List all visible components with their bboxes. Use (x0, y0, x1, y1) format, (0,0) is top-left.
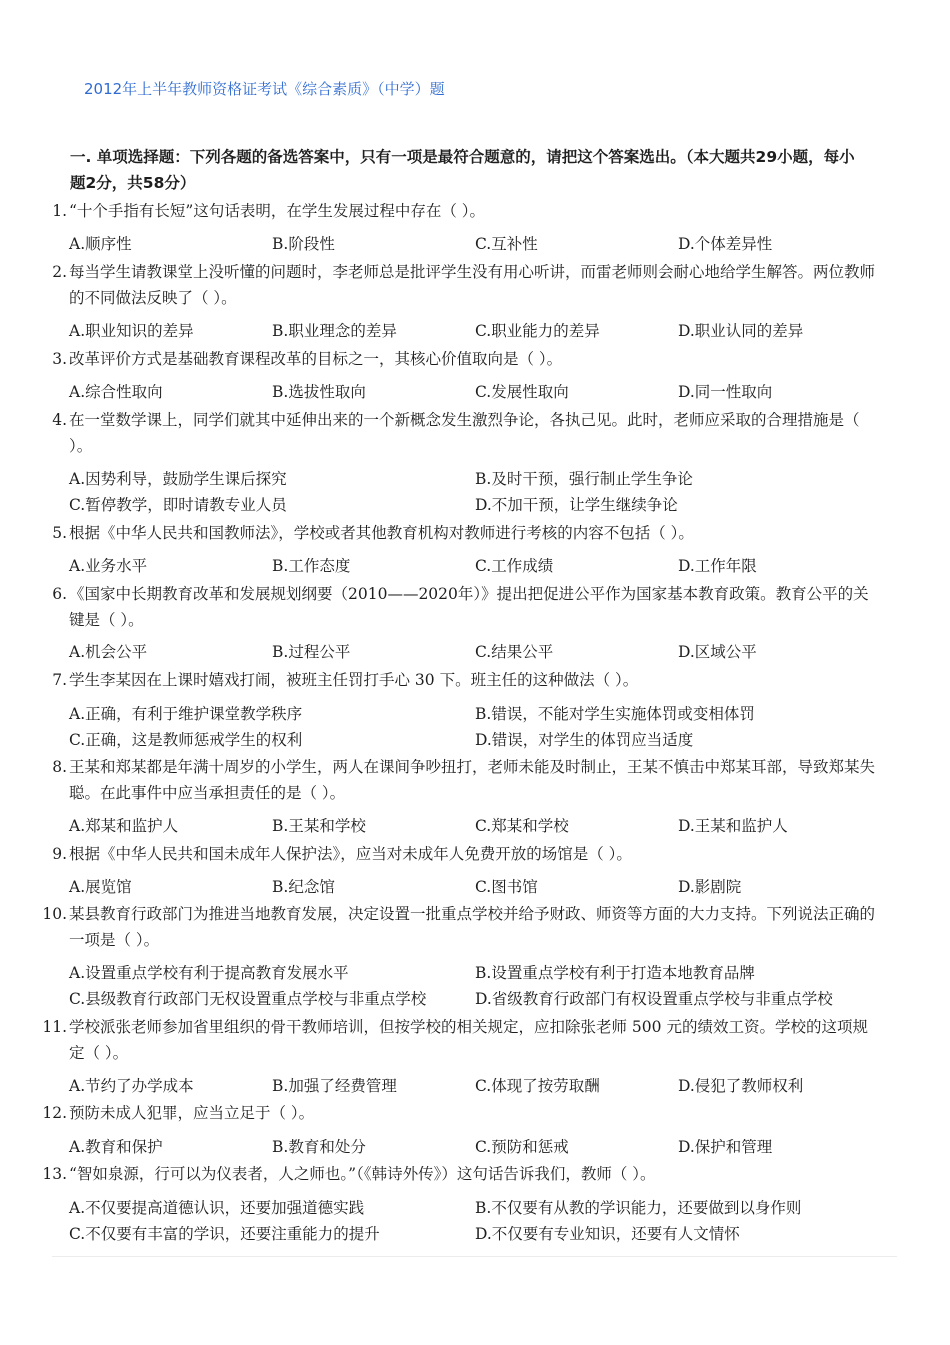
question-stem: 改革评价方式是基础教育课程改革的目标之一，其核心价值取向是（ ）。 (69, 350, 563, 368)
option-8-a[interactable]: A.郑某和监护人 (69, 817, 179, 835)
option-9-b[interactable]: B.纪念馆 (272, 878, 335, 896)
question-stem: “智如泉源，行可以为仪表者，人之师也。”（《韩诗外传》）这句话告诉我们，教师（ ）。 (69, 1165, 656, 1183)
option-13-b[interactable]: B.不仅要有从教的学识能力，还要做到以身作则 (475, 1199, 802, 1217)
option-10-b[interactable]: B.设置重点学校有利于打造本地教育品牌 (475, 964, 755, 982)
question-stem: 每当学生请教课堂上没听懂的问题时，李老师总是批评学生没有用心听讲，而雷老师则会耐心地给学生解答。两位教师的不同做法反映了（ ）。 (69, 263, 876, 307)
option-12-d[interactable]: D.保护和管理 (678, 1138, 773, 1156)
option-11-c[interactable]: C.体现了按劳取酬 (475, 1077, 600, 1095)
option-3-a[interactable]: A.综合性取向 (69, 383, 163, 401)
option-3-d[interactable]: D.同一性取向 (678, 383, 773, 401)
option-5-b[interactable]: B.工作态度 (272, 557, 351, 575)
option-1-a[interactable]: A.顺序性 (69, 235, 132, 253)
question-stem: 根据《中华人民共和国未成年人保护法》，应当对未成年人免费开放的场馆是（ ）。 (69, 845, 632, 863)
option-11-d[interactable]: D.侵犯了教师权利 (678, 1077, 804, 1095)
question-stem: “十个手指有长短”这句话表明，在学生发展过程中存在（ ）。 (69, 202, 486, 220)
page-divider (52, 1256, 897, 1257)
option-7-d[interactable]: D.错误，对学生的体罚应当适度 (475, 731, 694, 749)
option-4-d[interactable]: D.不加干预，让学生继续争论 (475, 496, 678, 514)
option-2-d[interactable]: D.职业认同的差异 (678, 322, 804, 340)
option-12-c[interactable]: C.预防和惩戒 (475, 1138, 569, 1156)
option-12-b[interactable]: B.教育和处分 (272, 1138, 366, 1156)
option-1-c[interactable]: C.互补性 (475, 235, 538, 253)
option-7-b[interactable]: B.错误，不能对学生实施体罚或变相体罚 (475, 705, 755, 723)
document-title: 2012年上半年教师资格证考试《综合素质》（中学）题 (84, 80, 445, 98)
option-6-a[interactable]: A.机会公平 (69, 643, 148, 661)
question-number: 2. (52, 263, 67, 281)
question-number: 7. (52, 671, 67, 689)
question-number: 6. (52, 585, 67, 603)
option-9-c[interactable]: C.图书馆 (475, 878, 538, 896)
option-13-c[interactable]: C.不仅要有丰富的学识，还要注重能力的提升 (69, 1225, 380, 1243)
question-number: 5. (52, 524, 67, 542)
option-12-a[interactable]: A.教育和保护 (69, 1138, 163, 1156)
option-6-b[interactable]: B.过程公平 (272, 643, 351, 661)
question-number: 8. (52, 758, 67, 776)
option-4-c[interactable]: C.暂停教学，即时请教专业人员 (69, 496, 287, 514)
question-number: 9. (52, 845, 67, 863)
option-11-b[interactable]: B.加强了经费管理 (272, 1077, 397, 1095)
section-heading: 一. 单项选择题：下列各题的备选答案中，只有一项是最符合题意的，请把这个答案选出。（本大题共29小题，每小题2分，共58分） (70, 148, 855, 192)
question-stem: 学校派张老师参加省里组织的骨干教师培训，但按学校的相关规定，应扣除张老师 500 元的绩效工资。学校的这项规定（ ）。 (69, 1018, 868, 1062)
question-number: 13. (42, 1165, 67, 1183)
option-8-d[interactable]: D.王某和监护人 (678, 817, 788, 835)
question-number: 11. (42, 1018, 67, 1036)
option-6-c[interactable]: C.结果公平 (475, 643, 554, 661)
option-13-d[interactable]: D.不仅要有专业知识，还要有人文情怀 (475, 1225, 740, 1243)
option-1-d[interactable]: D.个体差异性 (678, 235, 773, 253)
option-10-d[interactable]: D.省级教育行政部门有权设置重点学校与非重点学校 (475, 990, 833, 1008)
question-stem: 根据《中华人民共和国教师法》，学校或者其他教育机构对教师进行考核的内容不包括（ ）。 (69, 524, 694, 542)
option-2-c[interactable]: C.职业能力的差异 (475, 322, 600, 340)
option-2-b[interactable]: B.职业理念的差异 (272, 322, 397, 340)
question-number: 10. (42, 905, 67, 923)
question-stem: 王某和郑某都是年满十周岁的小学生，两人在课间争吵扭打，老师未能及时制止，王某不慎击中郑某耳部，导致郑某失聪。在此事件中应当承担责任的是（ ）。 (69, 758, 876, 802)
option-5-d[interactable]: D.工作年限 (678, 557, 757, 575)
option-7-a[interactable]: A.正确，有利于维护课堂教学秩序 (69, 705, 303, 723)
option-3-c[interactable]: C.发展性取向 (475, 383, 569, 401)
option-4-b[interactable]: B.及时干预，强行制止学生争论 (475, 470, 693, 488)
option-8-c[interactable]: C.郑某和学校 (475, 817, 569, 835)
question-number: 1. (52, 202, 67, 220)
option-9-a[interactable]: A.展览馆 (69, 878, 132, 896)
option-5-c[interactable]: C.工作成绩 (475, 557, 554, 575)
option-10-a[interactable]: A.设置重点学校有利于提高教育发展水平 (69, 964, 349, 982)
option-10-c[interactable]: C.县级教育行政部门无权设置重点学校与非重点学校 (69, 990, 427, 1008)
option-6-d[interactable]: D.区域公平 (678, 643, 757, 661)
option-11-a[interactable]: A.节约了办学成本 (69, 1077, 194, 1095)
question-stem: 学生李某因在上课时嬉戏打闹，被班主任罚打手心 30 下。班主任的这种做法（ ）。 (69, 671, 639, 689)
option-5-a[interactable]: A.业务水平 (69, 557, 148, 575)
option-13-a[interactable]: A.不仅要提高道德认识，还要加强道德实践 (69, 1199, 365, 1217)
question-number: 3. (52, 350, 67, 368)
option-7-c[interactable]: C.正确，这是教师惩戒学生的权利 (69, 731, 303, 749)
question-number: 4. (52, 411, 67, 429)
option-2-a[interactable]: A.职业知识的差异 (69, 322, 194, 340)
question-stem: 在一堂数学课上，同学们就其中延伸出来的一个新概念发生激烈争论，各执己见。此时，老师应采取的合理措施是（ ）。 (69, 411, 860, 455)
option-9-d[interactable]: D.影剧院 (678, 878, 742, 896)
option-4-a[interactable]: A.因势利导，鼓励学生课后探究 (69, 470, 287, 488)
option-8-b[interactable]: B.王某和学校 (272, 817, 366, 835)
option-1-b[interactable]: B.阶段性 (272, 235, 335, 253)
question-number: 12. (42, 1104, 67, 1122)
question-stem: 《国家中长期教育改革和发展规划纲要（2010——2020年）》提出把促进公平作为国家基本教育政策。教育公平的关键是（ ）。 (69, 585, 869, 629)
option-3-b[interactable]: B.选拔性取向 (272, 383, 366, 401)
question-stem: 某县教育行政部门为推进当地教育发展，决定设置一批重点学校并给予财政、师资等方面的大力支持。下列说法正确的一项是（ ）。 (69, 905, 876, 949)
question-stem: 预防未成人犯罪，应当立足于（ ）。 (69, 1104, 315, 1122)
